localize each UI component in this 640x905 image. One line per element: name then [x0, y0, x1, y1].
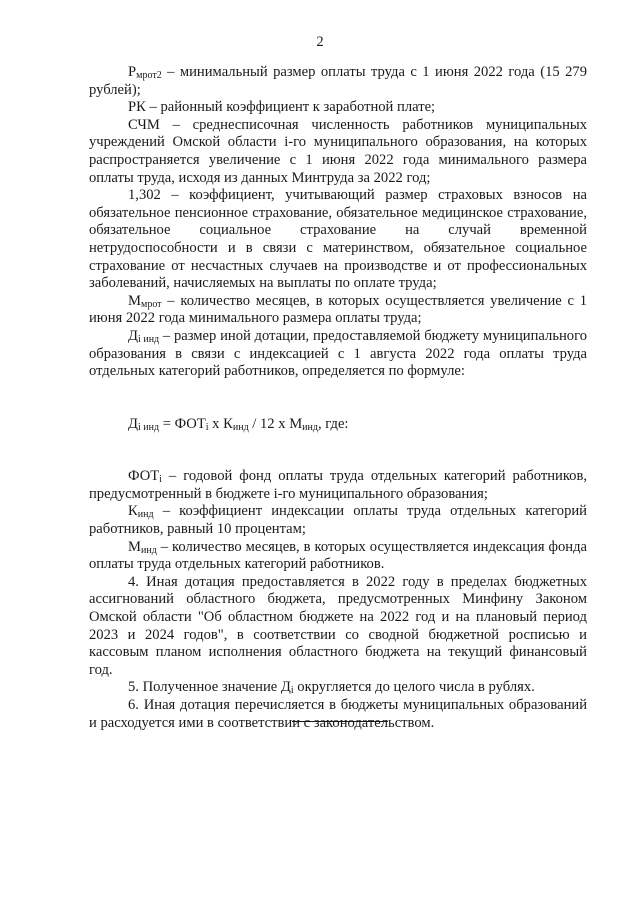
document-body: [89, 64, 587, 732]
formula: $Д_{i инд} = ФОТ_i$ х $К_{инд} / 12$ х $М_{инд}$, где:: [128, 415, 349, 433]
closing-rule: [292, 721, 388, 722]
paragraph-mind: $М_{инд}$ – количество месяцев, в которых осуществляется индексация фонда оплаты труда отдельных категорий работников.: [89, 538, 587, 573]
paragraph-point-6: 6. Иная дотация перечисляется в бюджеты муниципальных образований и расходуется ими в соответствии с законодательством.: [89, 697, 587, 731]
paragraph-rmrot2: $Р_{мрот2}$ – минимальный размер оплаты труда с 1 июня 2022 года (15 279 рублей);: [89, 64, 587, 98]
paragraph-schm: СЧМ – среднесписочная численность работников муниципальных учреждений Омской области i-го муниципального образования, на которых распространяется увеличение с 1 июня 2022 года минимального размера оплаты труда, исходя из данных Минтруда за 2022 год;: [89, 116, 587, 186]
paragraph-rk: РК – районный коэффициент к заработной плате;: [128, 99, 436, 116]
paragraph-coefficient: 1,302 – коэффициент, учитывающий размер страховых взносов на обязательное пенсионное страхование, обязательное медицинское страхование, обязательное социальное страхование на случай временной нетрудоспособности и в связи с материнством, обязательное социальное страхование от несчастных случаев на производстве и от профессиональных заболеваний, начисляемых на выплаты по оплате труда;: [89, 187, 587, 292]
paragraph-mmrot: $М_{мрот}$ – количество месяцев, в которых осуществляется увеличение с 1 июня 2022 года минимального размера оплаты труда;: [89, 292, 587, 327]
paragraph-point-4: 4. Иная дотация предоставляется в 2022 году в пределах бюджетных ассигнований областного бюджета, предусмотренных Минфину Законом Омской области "Об областном бюджете на 2022 год и на плановый период 2023 и 2024 годов", в соответствии со сводной бюджетной росписью и кассовым планом исполнения областного бюджета на текущий финансовый год.: [89, 573, 587, 678]
paragraph-fot: $ФОТ_i$ – годовой фонд оплаты труда отдельных категорий работников, предусмотренный в бюджете i-го муниципального образования;: [89, 468, 587, 502]
paragraph-di-ind: $Д_{i инд}$ – размер иной дотации, предоставляемой бюджету муниципального образования в связи с индексацией с 1 августа 2022 года оплаты труда отдельных категорий работников, определяется по формуле:: [89, 327, 587, 380]
page-number: 2: [316, 34, 324, 50]
paragraph-kind: $К_{инд}$ – коэффициент индексации оплаты труда отдельных категорий работников, равный 10 процентам;: [89, 503, 587, 538]
paragraph-point-5: 5. Полученное значение $Д_i$ округляется до целого числа в рублях.: [128, 679, 535, 697]
